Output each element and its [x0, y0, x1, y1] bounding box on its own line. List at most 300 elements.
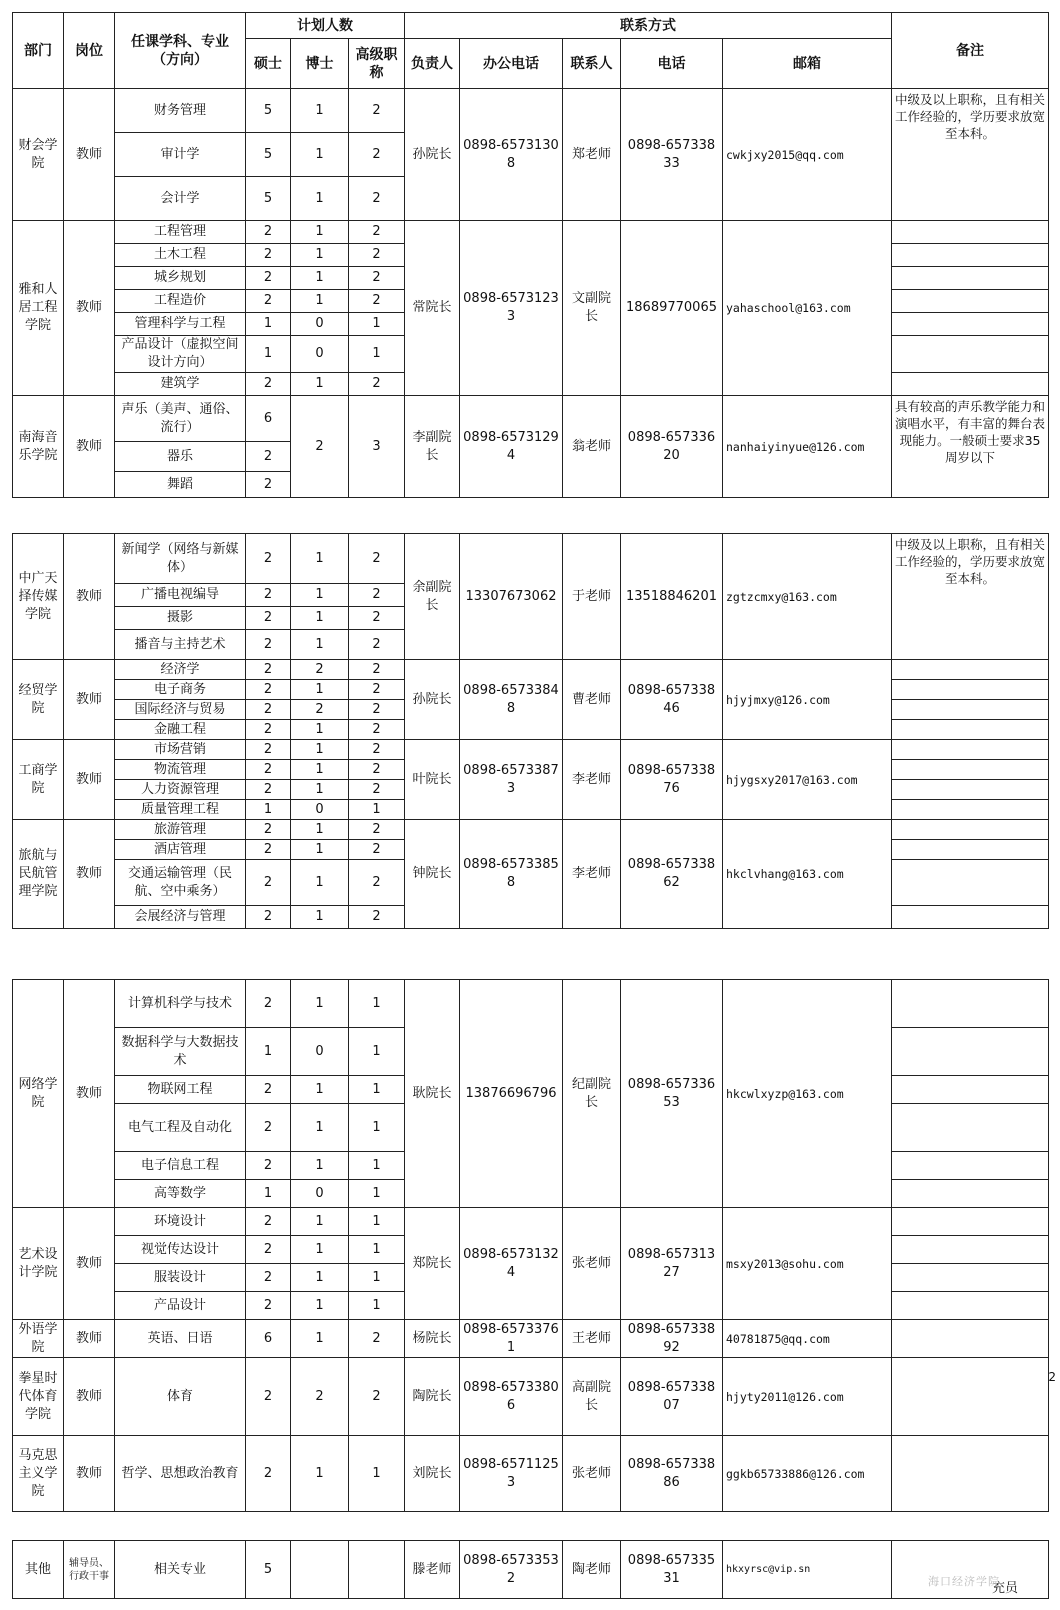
senior-count: 1: [349, 800, 405, 820]
master-count: 2: [246, 906, 291, 929]
phd-count: 1: [291, 584, 349, 607]
contact-person-cell: 翁老师: [563, 396, 621, 498]
phd-count: 1: [291, 177, 349, 221]
recruit-table-section-4: [12, 1540, 1049, 1599]
subject-cell: 声乐（美声、通俗、流行）: [115, 396, 246, 442]
phd-count: 1: [291, 820, 349, 840]
master-count: 2: [246, 1208, 291, 1236]
post-cell: 教师: [64, 221, 115, 396]
contact-person-cell: 陶老师: [563, 1541, 621, 1599]
senior-count: 1: [349, 1028, 405, 1076]
header-contact: 联系方式: [405, 13, 892, 39]
senior-count: [349, 1541, 405, 1599]
subject-cell: 人力资源管理: [115, 780, 246, 800]
senior-count: 2: [349, 1320, 405, 1358]
master-count: 6: [246, 1320, 291, 1358]
senior-count: 2: [349, 760, 405, 780]
dept-cell: 马克思主义学院: [13, 1436, 64, 1512]
table-row: [13, 1320, 1049, 1358]
subject-cell: 会展经济与管理: [115, 906, 246, 929]
master-count: 2: [246, 1152, 291, 1180]
phd-count: 2: [291, 1358, 349, 1436]
subject-cell: 视觉传达设计: [115, 1236, 246, 1264]
senior-count: 3: [349, 396, 405, 498]
post-cell: 辅导员、行政干事: [64, 1541, 115, 1599]
senior-count: 2: [349, 133, 405, 177]
page-number: 2: [1048, 1370, 1056, 1384]
master-count: 6: [246, 396, 291, 442]
master-count: 2: [246, 740, 291, 760]
master-count: 2: [246, 1264, 291, 1292]
remark-cell: [892, 720, 1049, 740]
office-phone-cell: 0898-65731308: [460, 89, 563, 221]
lead-cell: 孙院长: [405, 660, 460, 740]
dept-cell: 南海音乐学院: [13, 396, 64, 498]
lead-cell: 杨院长: [405, 1320, 460, 1358]
dept-cell: 拳星时代体育学院: [13, 1358, 64, 1436]
phd-count: 1: [291, 221, 349, 244]
phd-count: 1: [291, 1208, 349, 1236]
senior-count: 1: [349, 1180, 405, 1208]
senior-count: 1: [349, 1076, 405, 1104]
email-cell: zgtzcmxy@163.com: [723, 534, 892, 660]
master-count: 2: [246, 780, 291, 800]
remark-cell: [892, 1292, 1049, 1320]
remark-cell: [892, 373, 1049, 396]
subject-cell: 体育: [115, 1358, 246, 1436]
contact-person-cell: 郑老师: [563, 89, 621, 221]
subject-cell: 财务管理: [115, 89, 246, 133]
senior-count: 1: [349, 980, 405, 1028]
master-count: 2: [246, 584, 291, 607]
master-count: 2: [246, 630, 291, 660]
email-cell: hjyjmxy@126.com: [723, 660, 892, 740]
dept-cell: 艺术设计学院: [13, 1208, 64, 1320]
email-cell: hkcwlxyzp@163.com: [723, 980, 892, 1208]
phd-count: 1: [291, 630, 349, 660]
phd-count: 1: [291, 1076, 349, 1104]
phd-count: 1: [291, 244, 349, 267]
table-row: [13, 89, 1049, 133]
post-cell: 教师: [64, 89, 115, 221]
senior-count: 2: [349, 267, 405, 290]
contact-person-cell: 张老师: [563, 1208, 621, 1320]
contact-person-cell: 纪副院长: [563, 980, 621, 1208]
table-row: [13, 1541, 1049, 1599]
recruit-table-section-3: [12, 979, 1049, 1512]
remark-cell: [892, 1436, 1049, 1512]
header-remark: 备注: [892, 13, 1049, 89]
lead-cell: 郑院长: [405, 1208, 460, 1320]
subject-cell: 舞蹈: [115, 472, 246, 498]
remark-cell: [892, 740, 1049, 760]
post-cell: 教师: [64, 1436, 115, 1512]
subject-cell: 城乡规划: [115, 267, 246, 290]
post-cell: 教师: [64, 534, 115, 660]
remark-cell: [892, 780, 1049, 800]
table-row: [13, 534, 1049, 584]
phd-count: 2: [291, 660, 349, 680]
phd-count: 2: [291, 396, 349, 498]
email-cell: nanhaiyinyue@126.com: [723, 396, 892, 498]
header-master: 硕士: [246, 39, 291, 89]
header-senior: 高级职称: [349, 39, 405, 89]
remark-cell: [892, 906, 1049, 929]
senior-count: 1: [349, 1208, 405, 1236]
lead-cell: 耿院长: [405, 980, 460, 1208]
senior-count: 1: [349, 1264, 405, 1292]
subject-cell: 电子信息工程: [115, 1152, 246, 1180]
remark-cell: [892, 290, 1049, 313]
post-cell: 教师: [64, 660, 115, 740]
master-count: 2: [246, 820, 291, 840]
office-phone-cell: 0898-65733848: [460, 660, 563, 740]
remark-cell: 中级及以上职称，且有相关工作经验的，学历要求放宽至本科。: [892, 534, 1049, 660]
subject-cell: 管理科学与工程: [115, 313, 246, 336]
phd-count: 1: [291, 534, 349, 584]
subject-cell: 审计学: [115, 133, 246, 177]
post-cell: 教师: [64, 820, 115, 929]
senior-count: 1: [349, 1152, 405, 1180]
senior-count: 2: [349, 660, 405, 680]
phd-count: 1: [291, 906, 349, 929]
header-phone: 电话: [621, 39, 723, 89]
lead-cell: 刘院长: [405, 1436, 460, 1512]
remark-cell: [892, 1028, 1049, 1076]
senior-count: 2: [349, 244, 405, 267]
subject-cell: 建筑学: [115, 373, 246, 396]
phd-count: 1: [291, 840, 349, 860]
master-count: 5: [246, 89, 291, 133]
email-cell: hkclvhang@163.com: [723, 820, 892, 929]
senior-count: 2: [349, 820, 405, 840]
master-count: 2: [246, 1292, 291, 1320]
phd-count: 1: [291, 1436, 349, 1512]
phd-count: 0: [291, 313, 349, 336]
office-phone-cell: 13876696796: [460, 980, 563, 1208]
post-cell: 教师: [64, 1208, 115, 1320]
master-count: 5: [246, 177, 291, 221]
email-cell: msxy2013@sohu.com: [723, 1208, 892, 1320]
remark-cell: [892, 860, 1049, 906]
email-cell: cwkjxy2015@qq.com: [723, 89, 892, 221]
phd-count: 1: [291, 373, 349, 396]
master-count: 1: [246, 1028, 291, 1076]
phone-cell: 0898-65733807: [621, 1358, 723, 1436]
phd-count: 1: [291, 780, 349, 800]
master-count: 1: [246, 800, 291, 820]
section-1-body: [13, 89, 1049, 498]
master-count: 2: [246, 1358, 291, 1436]
lead-cell: 孙院长: [405, 89, 460, 221]
senior-count: 2: [349, 700, 405, 720]
master-count: 2: [246, 1436, 291, 1512]
senior-count: 2: [349, 680, 405, 700]
phd-count: 1: [291, 1152, 349, 1180]
senior-count: 1: [349, 1104, 405, 1152]
subject-cell: 环境设计: [115, 1208, 246, 1236]
master-count: 2: [246, 607, 291, 630]
phd-count: 1: [291, 133, 349, 177]
subject-cell: 计算机科学与技术: [115, 980, 246, 1028]
table-row: [13, 980, 1049, 1028]
post-cell: 教师: [64, 1358, 115, 1436]
subject-cell: 物联网工程: [115, 1076, 246, 1104]
phd-count: 0: [291, 1028, 349, 1076]
dept-cell: 经贸学院: [13, 660, 64, 740]
dept-cell: 工商学院: [13, 740, 64, 820]
phd-count: 1: [291, 720, 349, 740]
remark-cell: [892, 1236, 1049, 1264]
senior-count: 1: [349, 1436, 405, 1512]
email-cell: hjygsxy2017@163.com: [723, 740, 892, 820]
remark-cell: [892, 336, 1049, 373]
lead-cell: 叶院长: [405, 740, 460, 820]
phone-cell: 0898-65733846: [621, 660, 723, 740]
subject-cell: 相关专业: [115, 1541, 246, 1599]
office-phone-cell: 0898-65733761: [460, 1320, 563, 1358]
senior-count: 2: [349, 1358, 405, 1436]
dept-cell: 网络学院: [13, 980, 64, 1208]
header-office-phone: 办公电话: [460, 39, 563, 89]
table-row: [13, 221, 1049, 244]
subject-cell: 电气工程及自动化: [115, 1104, 246, 1152]
remark-cell: 中级及以上职称，且有相关工作经验的，学历要求放宽至本科。: [892, 89, 1049, 221]
remark-cell: [892, 267, 1049, 290]
phone-cell: 18689770065: [621, 221, 723, 396]
remark-cell: [892, 1358, 1049, 1436]
phone-cell: 0898-65733653: [621, 980, 723, 1208]
subject-cell: 交通运输管理（民航、空中乘务）: [115, 860, 246, 906]
dept-cell: 财会学院: [13, 89, 64, 221]
senior-count: 1: [349, 1292, 405, 1320]
subject-cell: 质量管理工程: [115, 800, 246, 820]
phd-count: 1: [291, 89, 349, 133]
contact-person-cell: 文副院长: [563, 221, 621, 396]
senior-count: 2: [349, 860, 405, 906]
subject-cell: 服装设计: [115, 1264, 246, 1292]
dept-cell: 中广天择传媒学院: [13, 534, 64, 660]
subject-cell: 经济学: [115, 660, 246, 680]
phd-count: 1: [291, 607, 349, 630]
phone-cell: 13518846201: [621, 534, 723, 660]
subject-cell: 工程管理: [115, 221, 246, 244]
phone-cell: 0898-65733886: [621, 1436, 723, 1512]
master-count: 2: [246, 442, 291, 472]
phd-count: 1: [291, 290, 349, 313]
remark-cell: [892, 221, 1049, 244]
dept-cell: 旅航与民航管理学院: [13, 820, 64, 929]
master-count: 2: [246, 373, 291, 396]
subject-cell: 广播电视编导: [115, 584, 246, 607]
phd-count: 1: [291, 740, 349, 760]
recruit-table-section-1: [12, 12, 1049, 498]
subject-cell: 新闻学（网络与新媒体）: [115, 534, 246, 584]
master-count: 1: [246, 313, 291, 336]
header-subject: 任课学科、专业（方向）: [115, 13, 246, 89]
header-lead: 负责人: [405, 39, 460, 89]
post-cell: 教师: [64, 980, 115, 1208]
remark-cell: [892, 820, 1049, 840]
remark-cell: [892, 980, 1049, 1028]
senior-count: 2: [349, 740, 405, 760]
subject-cell: 市场营销: [115, 740, 246, 760]
office-phone-cell: 0898-65731294: [460, 396, 563, 498]
master-count: 1: [246, 1180, 291, 1208]
subject-cell: 土木工程: [115, 244, 246, 267]
office-phone-cell: 0898-65733806: [460, 1358, 563, 1436]
phone-cell: 0898-65731327: [621, 1208, 723, 1320]
contact-person-cell: 王老师: [563, 1320, 621, 1358]
remark-cell: [892, 244, 1049, 267]
office-phone-cell: 0898-65733858: [460, 820, 563, 929]
contact-person-cell: 李老师: [563, 740, 621, 820]
subject-cell: 播音与主持艺术: [115, 630, 246, 660]
section-2-body: [13, 534, 1049, 929]
contact-person-cell: 张老师: [563, 1436, 621, 1512]
phone-cell: 0898-65733833: [621, 89, 723, 221]
remark-cell: [892, 760, 1049, 780]
header-phd: 博士: [291, 39, 349, 89]
remark-cell: [892, 1076, 1049, 1104]
remark-cell: [892, 840, 1049, 860]
master-count: 2: [246, 680, 291, 700]
remark-cell: [892, 1208, 1049, 1236]
post-cell: 教师: [64, 1320, 115, 1358]
lead-cell: 余副院长: [405, 534, 460, 660]
subject-cell: 摄影: [115, 607, 246, 630]
header-dept: 部门: [13, 13, 64, 89]
header-plan: 计划人数: [246, 13, 405, 39]
subject-cell: 器乐: [115, 442, 246, 472]
lead-cell: 李副院长: [405, 396, 460, 498]
senior-count: 2: [349, 780, 405, 800]
dept-cell: 雅和人居工程学院: [13, 221, 64, 396]
subject-cell: 金融工程: [115, 720, 246, 740]
phone-cell: 0898-65733876: [621, 740, 723, 820]
table-row: [13, 740, 1049, 760]
office-phone-cell: 13307673062: [460, 534, 563, 660]
email-cell: ggkb65733886@126.com: [723, 1436, 892, 1512]
master-count: 2: [246, 1076, 291, 1104]
subject-cell: 会计学: [115, 177, 246, 221]
senior-count: 2: [349, 534, 405, 584]
phd-count: 1: [291, 1264, 349, 1292]
lead-cell: 常院长: [405, 221, 460, 396]
senior-count: 2: [349, 630, 405, 660]
phone-cell: 0898-65733620: [621, 396, 723, 498]
remark-cell: [892, 680, 1049, 700]
phd-count: 1: [291, 680, 349, 700]
phone-cell: 0898-65733892: [621, 1320, 723, 1358]
senior-count: 2: [349, 906, 405, 929]
office-phone-cell: 0898-65733532: [460, 1541, 563, 1599]
post-cell: 教师: [64, 396, 115, 498]
master-count: 2: [246, 840, 291, 860]
remark-cell: [892, 1104, 1049, 1152]
table-row: [13, 660, 1049, 680]
subject-cell: 旅游管理: [115, 820, 246, 840]
phd-count: 1: [291, 980, 349, 1028]
master-count: 2: [246, 860, 291, 906]
senior-count: 2: [349, 607, 405, 630]
phd-count: 0: [291, 1180, 349, 1208]
subject-cell: 国际经济与贸易: [115, 700, 246, 720]
subject-cell: 工程造价: [115, 290, 246, 313]
senior-count: 2: [349, 89, 405, 133]
subject-cell: 高等数学: [115, 1180, 246, 1208]
phd-count: 0: [291, 800, 349, 820]
master-count: 2: [246, 1236, 291, 1264]
master-count: 2: [246, 267, 291, 290]
remark-cell: [892, 1152, 1049, 1180]
remark-cell: [892, 1264, 1049, 1292]
contact-person-cell: 李老师: [563, 820, 621, 929]
phone-cell: 0898-65733862: [621, 820, 723, 929]
master-count: 2: [246, 660, 291, 680]
phd-count: 1: [291, 860, 349, 906]
master-count: 2: [246, 244, 291, 267]
recruit-table-section-2: [12, 533, 1049, 929]
senior-count: 1: [349, 1236, 405, 1264]
remark-cell: [892, 1320, 1049, 1358]
master-count: 2: [246, 760, 291, 780]
table-row: [13, 1208, 1049, 1236]
master-count: 2: [246, 1104, 291, 1152]
subject-cell: 哲学、思想政治教育: [115, 1436, 246, 1512]
table-row: [13, 1436, 1049, 1512]
phd-count: [291, 1541, 349, 1599]
email-cell: hkxyrsc@vip.sn: [723, 1541, 892, 1599]
remark-cell: [892, 313, 1049, 336]
senior-count: 2: [349, 720, 405, 740]
senior-count: 2: [349, 373, 405, 396]
senior-count: 2: [349, 584, 405, 607]
phd-count: 0: [291, 336, 349, 373]
master-count: 1: [246, 336, 291, 373]
senior-count: 1: [349, 313, 405, 336]
senior-count: 2: [349, 177, 405, 221]
subject-cell: 酒店管理: [115, 840, 246, 860]
master-count: 2: [246, 534, 291, 584]
table-row: [13, 820, 1049, 840]
watermark-text: 海口经济学院: [928, 1575, 1000, 1588]
contact-person-cell: 曹老师: [563, 660, 621, 740]
lead-cell: 陶院长: [405, 1358, 460, 1436]
email-cell: yahaschool@163.com: [723, 221, 892, 396]
section-3-body: [13, 980, 1049, 1512]
phone-cell: 0898-65733531: [621, 1541, 723, 1599]
remark-cell: 充员: [892, 1541, 1049, 1599]
office-phone-cell: 0898-65731324: [460, 1208, 563, 1320]
remark-cell: [892, 700, 1049, 720]
subject-cell: 产品设计: [115, 1292, 246, 1320]
phd-count: 1: [291, 1104, 349, 1152]
master-count: 5: [246, 1541, 291, 1599]
subject-cell: 电子商务: [115, 680, 246, 700]
remark-cell: [892, 1180, 1049, 1208]
subject-cell: 产品设计（虚拟空间设计方向）: [115, 336, 246, 373]
post-cell: 教师: [64, 740, 115, 820]
dept-cell: 其他: [13, 1541, 64, 1599]
table-row: [13, 1358, 1049, 1436]
phd-count: 1: [291, 760, 349, 780]
senior-count: 2: [349, 840, 405, 860]
contact-person-cell: 高副院长: [563, 1358, 621, 1436]
contact-person-cell: 于老师: [563, 534, 621, 660]
table-row: [13, 396, 1049, 442]
master-count: 2: [246, 472, 291, 498]
